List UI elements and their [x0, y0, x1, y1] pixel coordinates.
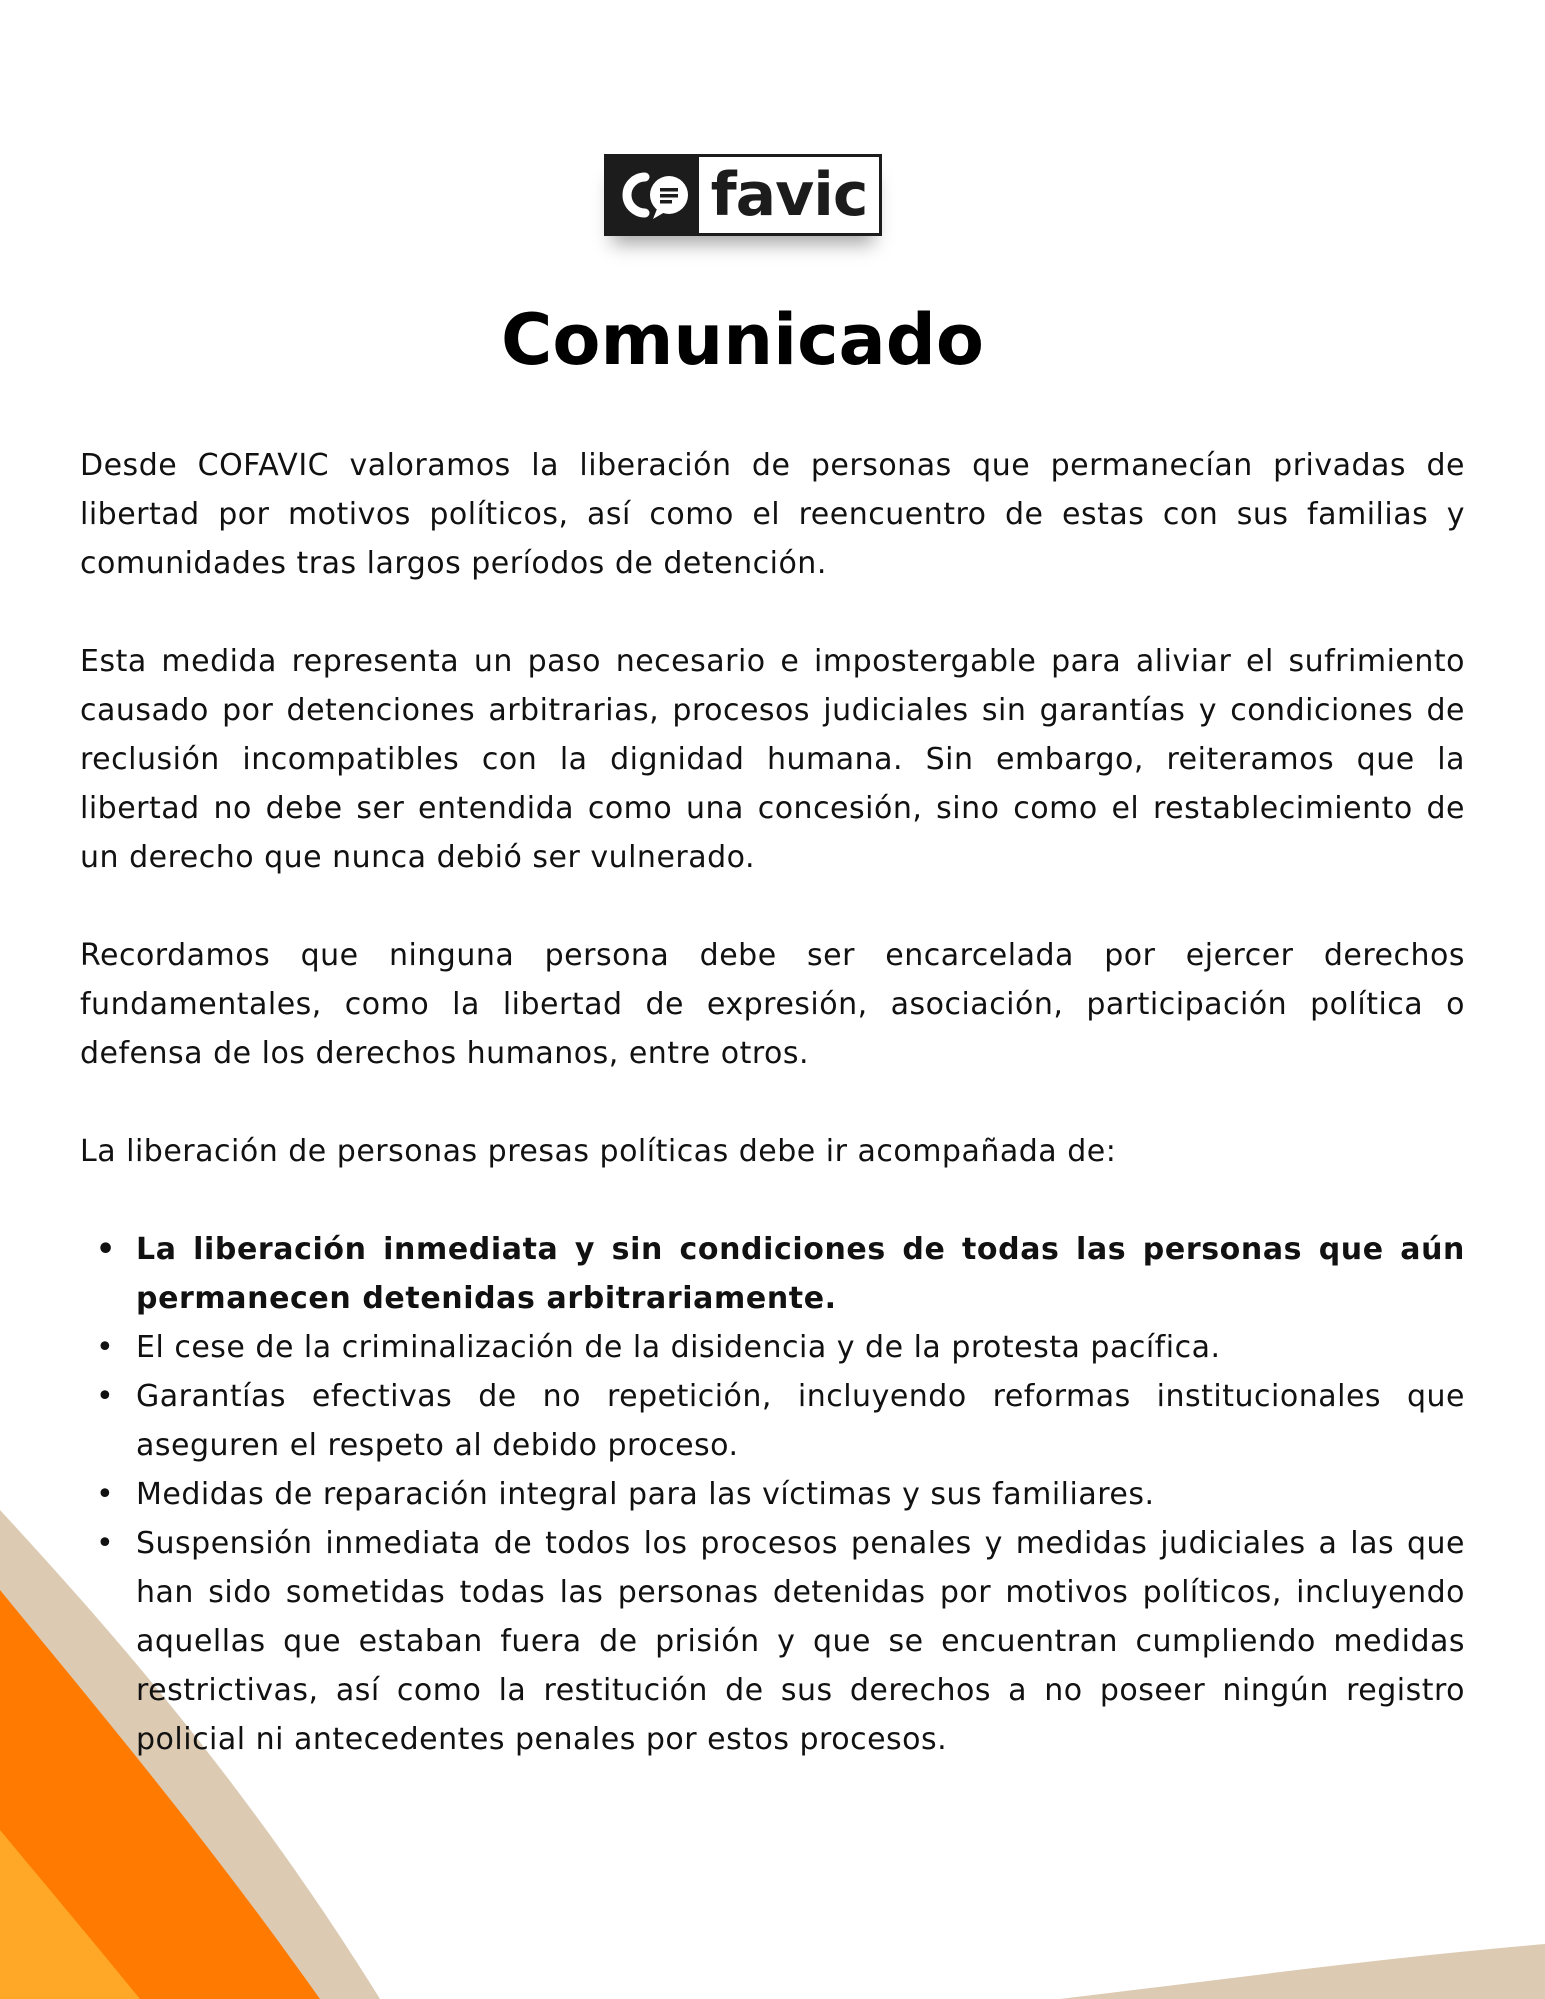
paragraph-intro: Desde COFAVIC valoramos la liberación de personas que permanecían privadas de libertad por motivos políticos, así como el reencuentro de estas con sus familias y comunidades tras largos períodos de detención.: [80, 448, 1465, 581]
list-item: • El cese de la criminalización de la disidencia y de la protesta pacífica.: [136, 1323, 1465, 1372]
page-title: Comunicado: [501, 299, 984, 381]
logo-co-mark: [607, 157, 699, 233]
list-item: • Suspensión inmediata de todos los procesos penales y medidas judiciales a las que han sido sometidas todas las personas detenidas por motivos políticos, incluyendo aquellas que estaban fuera de prisión y que se encuentran cumpliendo medidas restrictivas, así como la restitución de sus derechos a no poseer ningún registro policial ni antecedentes penales por estos procesos.: [136, 1519, 1465, 1764]
list-item: • Medidas de reparación integral para las víctimas y sus familiares.: [136, 1470, 1465, 1519]
list-item: • Garantías efectivas de no repetición, incluyendo reformas institucionales que aseguren el respeto al debido proceso.: [136, 1372, 1465, 1470]
document-body: [80, 441, 1465, 1764]
paragraph-list-intro: La liberación de personas presas políticas debe ir acompañada de:: [80, 1134, 1117, 1169]
speech-bubble-icon: [611, 167, 695, 223]
paragraph-measure: Esta medida representa un paso necesario e impostergable para aliviar el sufrimiento causado por detenciones arbitrarias, procesos judiciales sin garantías y condiciones de reclusión incompatibles con la dignidad humana. Sin embargo, reiteramos que la libertad no debe ser entendida como una concesión, sino como el restablecimiento de un derecho que nunca debió ser vulnerado.: [80, 644, 1465, 875]
list-item: • La liberación inmediata y sin condiciones de todas las personas que aún permanecen detenidas arbitrariamente.: [136, 1225, 1465, 1323]
demands-list: [80, 1225, 1465, 1764]
logo-wordmark: favic: [699, 157, 879, 233]
cofavic-logo: [604, 154, 882, 236]
paragraph-reminder: Recordamos que ninguna persona debe ser encarcelada por ejercer derechos fundamentales, como la libertad de expresión, asociación, participación política o defensa de los derechos humanos, entre otros.: [80, 938, 1465, 1071]
